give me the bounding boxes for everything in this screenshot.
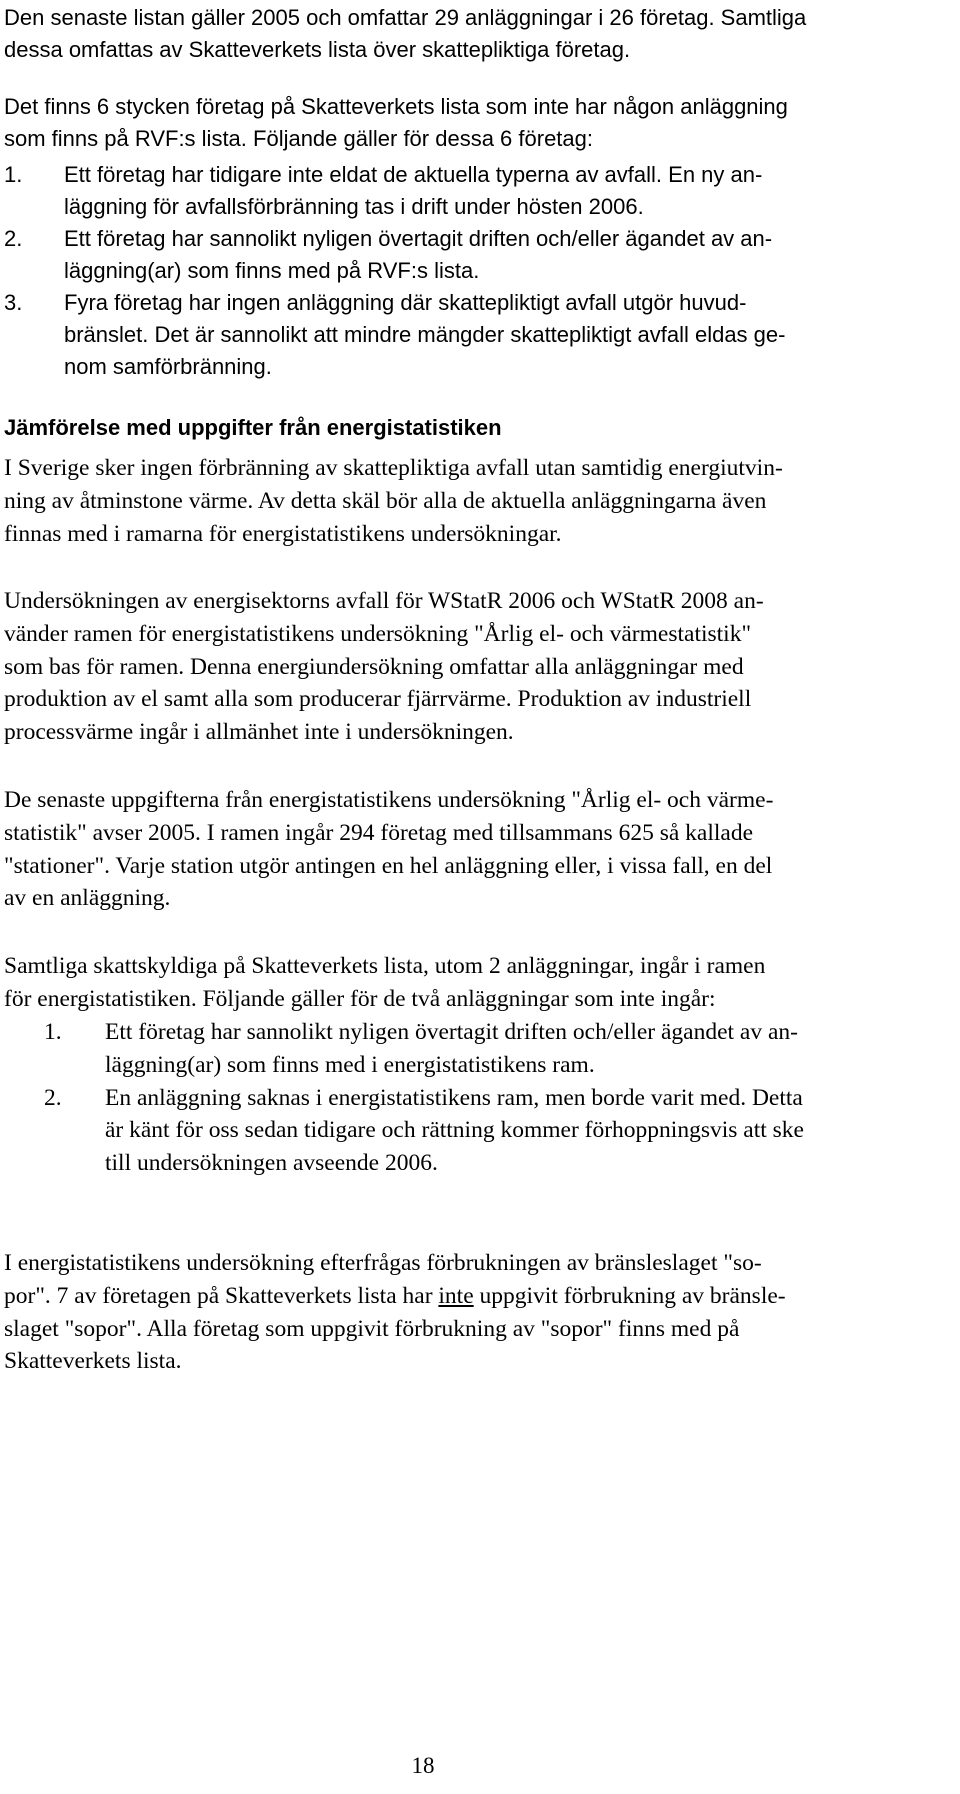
text-line: Undersökningen av energisektorns avfall för WStatR 2006 och WStatR 2008 an- xyxy=(4,588,764,614)
paragraph-six-companies xyxy=(4,91,956,155)
list-number: 2. xyxy=(44,1084,62,1111)
text-line: läggning för avfallsförbränning tas i drift under hösten 2006. xyxy=(64,194,644,219)
text-segment: por". 7 av företagen på Skatteverkets lista har xyxy=(4,1282,439,1309)
text-line: av en anläggning. xyxy=(4,885,171,912)
text-line: Ett företag har tidigare inte eldat de aktuella typerna av avfall. En ny an- xyxy=(64,162,763,187)
text-line: för energistatistiken. Följande gäller för de två anläggningar som inte ingår: xyxy=(4,985,716,1012)
text-line: är känt för oss sedan tidigare och rättning kommer förhoppningsvis att ske xyxy=(105,1117,804,1144)
text-line: som finns på RVF:s lista. Följande gäller för dessa 6 företag: xyxy=(4,126,593,151)
text-line: Ett företag har sannolikt nyligen övertagit driften och/eller ägandet av an- xyxy=(105,1019,798,1045)
section-heading: Jämförelse med uppgifter från energistatistiken xyxy=(4,415,502,440)
text-line: ning av åtminstone värme. Av detta skäl bör alla de aktuella anläggningarna även xyxy=(4,487,767,514)
text-line: bränslet. Det är sannolikt att mindre mängder skattepliktigt avfall eldas ge- xyxy=(64,322,786,347)
text-line: En anläggning saknas i energistatistikens ram, men borde varit med. Detta xyxy=(105,1084,803,1111)
list-item xyxy=(4,1082,956,1180)
text-line: "stationer". Varje station utgör antingen en hel anläggning eller, i vissa fall, en del xyxy=(4,852,773,879)
list-number: 1. xyxy=(44,1019,62,1045)
list-number: 2. xyxy=(4,226,23,251)
text-line: vänder ramen för energistatistikens undersökning "Årlig el- och värmestatistik" xyxy=(4,620,752,647)
list-item xyxy=(4,159,956,223)
text-line: Skatteverkets lista. xyxy=(4,1348,182,1375)
paragraph-sopor xyxy=(4,1247,956,1378)
page-number: 18 xyxy=(411,1753,435,1778)
list-energistatistik xyxy=(4,1016,956,1180)
text-line xyxy=(4,1280,956,1313)
paragraph-samtliga xyxy=(4,950,956,1016)
list-number: 3. xyxy=(4,290,23,315)
text-line: I energistatistikens undersökning efterfrågas förbrukningen av bränsleslaget "so- xyxy=(4,1250,762,1276)
list-rvf xyxy=(4,159,956,383)
text-line: som bas för ramen. Denna energiundersökning omfattar alla anläggningar med xyxy=(4,653,744,680)
text-line: dessa omfattas av Skatteverkets lista över skattepliktiga företag. xyxy=(4,37,631,62)
list-item xyxy=(4,287,956,383)
text-line: Ett företag har sannolikt nyligen övertagit driften och/eller ägandet av an- xyxy=(64,226,773,251)
list-item xyxy=(4,1016,956,1082)
text-line: läggning(ar) som finns med på RVF:s lista. xyxy=(64,258,480,283)
paragraph-undersokningen xyxy=(4,585,956,749)
list-number: 1. xyxy=(4,162,23,187)
text-line: statistik" avser 2005. I ramen ingår 294 företag med tillsammans 625 så kallade xyxy=(4,819,753,846)
text-line: Den senaste listan gäller 2005 och omfattar 29 anläggningar i 26 företag. Samtliga xyxy=(4,5,807,30)
list-item xyxy=(4,223,956,287)
text-line: produktion av el samt alla som producerar fjärrvärme. Produktion av industriell xyxy=(4,686,752,713)
text-line: finnas med i ramarna för energistatistikens undersökningar. xyxy=(4,520,562,547)
text-line: läggning(ar) som finns med i energistatistikens ram. xyxy=(105,1051,595,1078)
paragraph-senaste xyxy=(4,784,956,915)
text-line: nom samförbränning. xyxy=(64,354,272,379)
text-line: processvärme ingår i allmänhet inte i undersökningen. xyxy=(4,719,514,746)
text-line: Samtliga skattskyldiga på Skatteverkets lista, utom 2 anläggningar, ingår i ramen xyxy=(4,953,766,979)
text-line: De senaste uppgifterna från energistatistikens undersökning "Årlig el- och värme- xyxy=(4,787,774,813)
paragraph-sverige xyxy=(4,452,956,550)
text-line: Det finns 6 stycken företag på Skatteverkets lista som inte har någon anläggning xyxy=(4,94,788,119)
text-segment: uppgivit förbrukning av bränsle- xyxy=(473,1282,786,1309)
paragraph-intro xyxy=(4,2,956,66)
text-line: Fyra företag har ingen anläggning där skattepliktigt avfall utgör huvud- xyxy=(64,290,747,315)
text-line: I Sverige sker ingen förbränning av skattepliktiga avfall utan samtidig energiutvin- xyxy=(4,455,783,481)
text-line: slaget "sopor". Alla företag som uppgivit förbrukning av "sopor" finns med på xyxy=(4,1315,740,1342)
underlined-word: inte xyxy=(438,1282,474,1309)
text-line: till undersökningen avseende 2006. xyxy=(105,1150,438,1177)
